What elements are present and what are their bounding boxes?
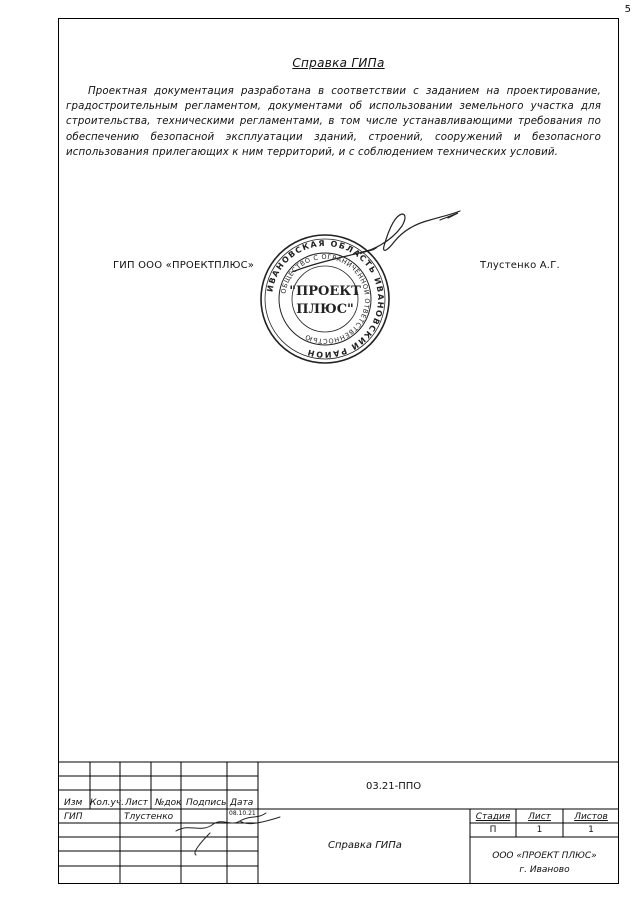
stamp-outer-text: ИВАНОВСКАЯ ОБЛАСТЬ ИВАНОВСКИЙ РАЙОН (265, 238, 386, 360)
header-data: Дата (230, 798, 254, 808)
sheet-header: Лист (528, 812, 551, 822)
stage-value: П (489, 825, 497, 835)
document-title: Справка ГИПа (292, 56, 385, 70)
doc-code: 03.21-ППО (366, 781, 422, 792)
stamp-center-line2: ПЛЮС" (296, 302, 354, 317)
header-podpis: Подпись (186, 798, 227, 808)
header-kol: Кол.уч. (90, 798, 125, 808)
org-name: ООО «ПРОЕКТ ПЛЮС» (492, 851, 597, 861)
stamp-inner-text: ОБЩЕСТВО С ОГРАНИЧЕННОЙ ОТВЕТСТВЕННОСТЬЮ (279, 252, 372, 346)
sheet-title: Справка ГИПа (328, 840, 402, 851)
sheet-value: 1 (536, 825, 543, 835)
sign-date: 08.10.21 (229, 810, 256, 817)
stamp-center-line1: "ПРОЕКТ (289, 284, 361, 299)
stage-header: Стадия (475, 812, 511, 822)
header-ndok: №док (155, 798, 182, 808)
signer-name: Тлустенко А.Г. (480, 260, 560, 271)
person-name: Тлустенко (124, 812, 174, 822)
document-paragraph: Проектная документация разработана в соответствии с заданием на проектирование, градостроительным регламентом, документами об использовании земельного участка для строительства, техническими регламентами, в том числе устанавливающими требования по обеспечению безопасной эксплуатации зданий, строений, сооружений и безопасного использования прилегающих к ним территорий, и с соблюдением технических условий. (66, 86, 601, 158)
header-list: Лист (125, 798, 148, 808)
position-label: ГИП ООО «ПРОЕКТПЛЮС» (113, 260, 255, 271)
sheets-value: 1 (588, 825, 594, 835)
page-number: 5 (624, 4, 631, 15)
role-gip: ГИП (64, 812, 83, 822)
org-city: г. Иваново (519, 865, 570, 875)
header-izm: Изм (64, 798, 83, 808)
sheets-header: Листов (574, 812, 608, 822)
